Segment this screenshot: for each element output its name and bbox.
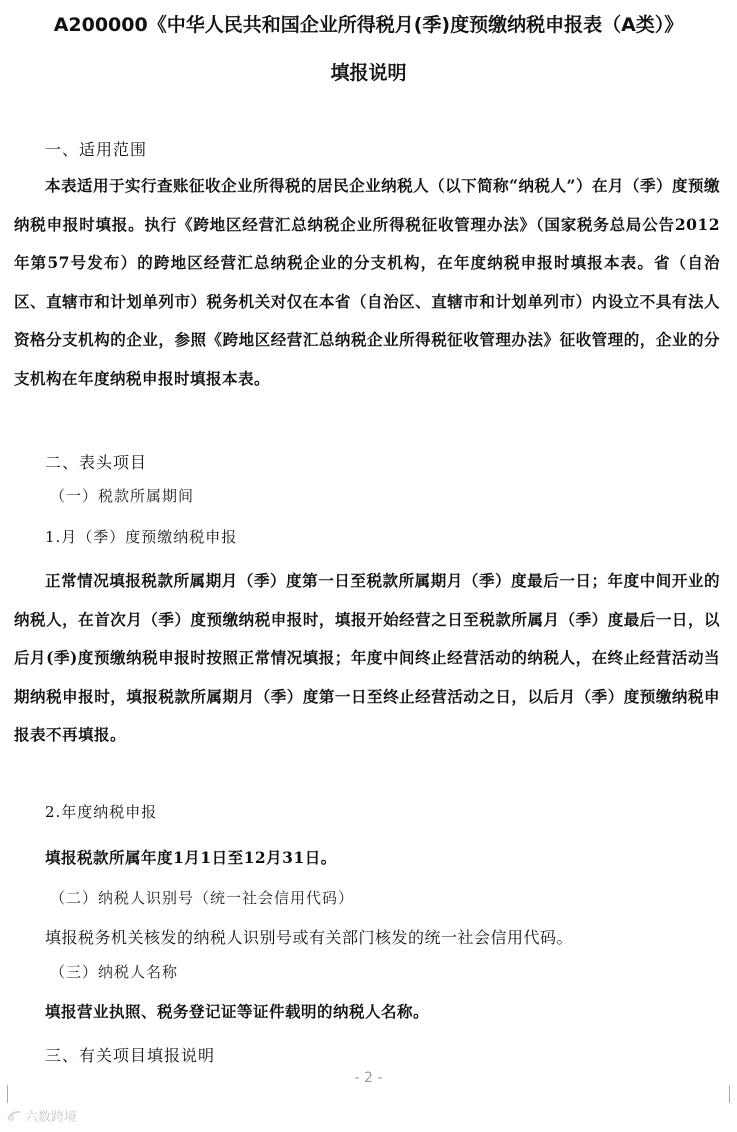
section1-paragraph: 本表适用于实行查账征收企业所得税的居民企业纳税人（以下简称“纳税人”）在月（季）度预缴纳税申报时填报。执行《跨地区经营汇总纳税企业所得税征收管理办法》（国家税务总局公告2012年第57号发布）的跨地区经营汇总纳税企业的分支机构，在年度纳税申报时填报本表。省（自治区、直辖市和计划单列市）税务机关对仅在本省（自治区、直辖市和计划单列市）内设立不具有法人资格分支机构的企业，参照《跨地区经营汇总纳税企业所得税征收管理办法》征收管理的，企业的分支机构在年度纳税申报时填报本表。 <box>14 176 720 388</box>
item2-text: 填报税款所属年度1月1日至12月31日。 <box>45 848 337 867</box>
section2-heading: 二、表头项目 <box>45 453 148 472</box>
watermark-logo-icon <box>6 1109 22 1123</box>
sub2-text: 填报税务机关核发的纳税人识别号或有关部门核发的统一社会信用代码。 <box>45 928 574 947</box>
margin-mark-left <box>7 1085 18 1103</box>
sub3-text: 填报营业执照、税务登记证等证件载明的纳税人名称。 <box>45 1002 430 1021</box>
watermark-text: 六数跨境 <box>25 1110 78 1125</box>
item1-heading: 1.月（季）度预缴纳税申报 <box>45 528 238 546</box>
page-number: - 2 - <box>354 1070 383 1086</box>
margin-mark-right <box>719 1085 730 1103</box>
section3-heading: 三、有关项目填报说明 <box>45 1046 216 1065</box>
document-subtitle: 填报说明 <box>330 62 407 84</box>
section2-sub1-heading: （一）税款所属期间 <box>50 487 195 505</box>
item1-paragraph: 正常情况填报税款所属期月（季）度第一日至税款所属期月（季）度最后一日；年度中间开业的纳税人，在首次月（季）度预缴纳税申报时，填报开始经营之日至税款所属月（季）度最后一日，以后月(季)度预缴纳税申报时按照正常情况填报；年度中间终止经营活动的纳税人，在终止经营活动当期纳税申报时，填报税款所属期月（季）度第一日至终止经营活动之日，以后月（季）度预缴纳税申报表不再填报。 <box>14 571 720 744</box>
section2-sub3-heading: （三）纳税人名称 <box>50 963 179 981</box>
section2-sub2-heading: （二）纳税人识别号（统一社会信用代码） <box>50 889 355 907</box>
document-title: A200000《中华人民共和国企业所得税月(季)度预缴纳税申报表（A类）》 <box>53 14 684 36</box>
item2-heading: 2.年度纳税申报 <box>45 803 158 821</box>
section1-heading: 一、适用范围 <box>45 140 148 159</box>
watermark <box>6 1106 77 1125</box>
